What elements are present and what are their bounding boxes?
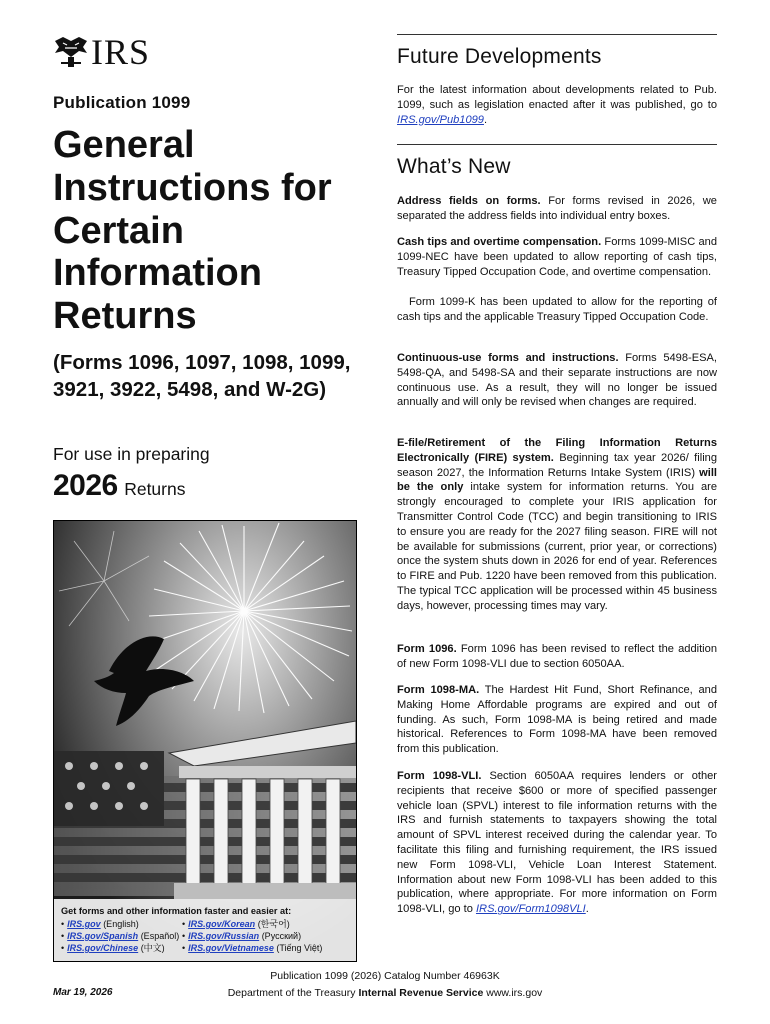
irs-logo	[53, 34, 150, 70]
continuous-use-text: Forms 5498-ESA, 5498-QA, and 5498-SA and their separate instructions are now continuous use. As a result, they will no longer be issued annually and will only be revised when changes are required.	[397, 352, 717, 409]
efile-paragraph	[397, 436, 717, 614]
cash-tips-paragraph-2: Form 1099-K has been updated to allow for the reporting of cash tips and the applicable Treasury Tipped Occupation Code.	[397, 296, 717, 323]
cash-tips-text: Forms 1099-MISC and 1099-NEC have been updated to allow reporting of cash tips, Treasury Tipped Occupation Code, and overtime compensation.	[397, 236, 717, 278]
form-1096-text: Form 1096 has been revised to reflect the addition of new Form 1098-VLI due to section 6050AA.	[397, 643, 717, 670]
form-1098vli-paragraph	[397, 769, 717, 917]
irs-logo-text: IRS	[91, 32, 151, 72]
link-item-vietnamese: • IRS.gov/Vietnamese (Tiếng Việt)	[182, 943, 323, 953]
link-language: (中文)	[140, 943, 165, 953]
website: www.irs.gov	[486, 987, 543, 999]
link-item-spanish: • IRS.gov/Spanish (Español)	[61, 931, 180, 941]
form-1098vli-text: Section 6050AA requires lenders or other recipients that receive $600 or more of specified passenger vehicle loan (SPVL) interest to file information returns with the IRS and furnish statements to taxpayers showing the total amount of SPVL interest received during the calendar year. To facilitate this filing and furnishing requirement, the IRS issued new Form 1098-VLI, Vehicle Loan Interest Statement. Information about new Form 1098-VLI has been added to this publication, where appropriate. For more information on Form 1098-VLI, go to	[397, 770, 717, 916]
eagle-logo-icon	[53, 35, 89, 69]
section-divider	[397, 144, 717, 145]
future-developments-text	[397, 83, 717, 127]
catalog-line: Publication 1099 (2026) Catalog Number 46963K	[270, 970, 500, 982]
section-divider	[397, 34, 717, 35]
form-1098ma-title: Form 1098-MA.	[397, 684, 480, 696]
form-1098vli-end: .	[585, 903, 589, 916]
link-item-chinese: • IRS.gov/Chinese (中文)	[61, 943, 165, 953]
form-1098vli-title: Form 1098-VLI.	[397, 770, 482, 782]
tax-year-line	[53, 469, 185, 503]
returns-label: Returns	[124, 479, 186, 499]
irs-gov-korean-link[interactable]: IRS.gov/Korean	[188, 919, 256, 929]
link-language: (Español)	[140, 931, 180, 941]
efile-title: E-file/Retirement of the Filing Information Returns Electronically (FIRE) system.	[397, 437, 717, 464]
irs-gov-russian-link[interactable]: IRS.gov/Russian	[188, 931, 260, 941]
links-title: Get forms and other information faster and easier at:	[61, 906, 292, 916]
cash-tips-title: Cash tips and overtime compensation.	[397, 236, 602, 248]
department-line	[0, 987, 770, 999]
link-item-english: • IRS.gov (English)	[61, 919, 139, 929]
link-language: (한국어)	[257, 919, 290, 929]
agency-name: Internal Revenue Service	[358, 987, 484, 999]
link-language: (Русский)	[261, 931, 302, 941]
address-fields-text: For forms revised in 2026, we separated the address fields into individual entry boxes.	[397, 195, 717, 222]
page-title: General Instructions for Certain Information Returns	[53, 124, 332, 338]
fireworks-capitol-illustration	[54, 521, 356, 961]
department-name: Department of the Treasury	[227, 987, 356, 999]
language-links-box	[54, 899, 356, 961]
tax-year: 2026	[53, 469, 118, 502]
revision-date: Mar 19, 2026	[53, 987, 113, 998]
cash-tips-paragraph	[397, 235, 717, 279]
efile-text-a: Beginning tax year 2026/ filing season 2027, the Information Returns Intake System (IRIS)	[397, 451, 717, 479]
irs-gov-chinese-link[interactable]: IRS.gov/Chinese	[67, 943, 139, 953]
irs-gov-vietnamese-link[interactable]: IRS.gov/Vietnamese	[188, 943, 274, 953]
form-1098ma-paragraph	[397, 683, 717, 757]
link-language: (Tiếng Việt)	[276, 943, 323, 953]
for-use-text: For use in preparing	[53, 444, 210, 464]
efile-bold: will be the only	[397, 466, 718, 494]
forms-subtitle: (Forms 1096, 1097, 1098, 1099, 3921, 3922, 5498, and W-2G)	[53, 351, 351, 401]
form-1096-title: Form 1096.	[397, 643, 457, 655]
whats-new-heading: What’s New	[397, 155, 511, 178]
cover-image	[53, 520, 357, 962]
pub1099-link[interactable]: IRS.gov/Pub1099	[397, 113, 484, 126]
future-text: For the latest information about developments related to Pub. 1099, such as legislation enacted after it was published, go to	[397, 84, 717, 111]
address-fields-title: Address fields on forms.	[397, 195, 541, 207]
form-1096-paragraph	[397, 642, 717, 672]
continuous-use-title: Continuous-use forms and instructions.	[397, 352, 619, 364]
address-fields-paragraph	[397, 194, 717, 224]
future-developments-heading: Future Developments	[397, 45, 602, 68]
link-item-russian: • IRS.gov/Russian (Русский)	[182, 931, 302, 941]
irs-gov-link[interactable]: IRS.gov	[67, 919, 101, 929]
continuous-use-paragraph	[397, 351, 717, 410]
form1098vli-link[interactable]: IRS.gov/Form1098VLI	[475, 903, 586, 916]
publication-number: Publication 1099	[53, 93, 191, 112]
irs-gov-spanish-link[interactable]: IRS.gov/Spanish	[67, 931, 139, 941]
future-end: .	[483, 113, 488, 126]
efile-text-b: intake system for information returns. You are strongly encouraged to complete your IRIS application for Transmitter Control Code (TCC) and begin transitioning to IRIS to ensure you are ready for the 2027 filing season. FIRE will not be available for submissions (current, prior year, or corrections) once the system shuts down in 2026 for end of year. References to FIRE and Pub. 1220 have been removed from this publication. The typical TCC application will be processed within 45 business days, however, processing times may vary.	[397, 481, 718, 612]
form-1098ma-text: The Hardest Hit Fund, Short Refinance, and Making Home Affordable programs are expired and out of funding. As such, Form 1098-MA is being retired and made historical. References to Form 1098-MA have been removed from this publication.	[397, 684, 717, 756]
link-language: (English)	[103, 919, 139, 929]
link-item-korean: • IRS.gov/Korean (한국어)	[182, 919, 290, 929]
